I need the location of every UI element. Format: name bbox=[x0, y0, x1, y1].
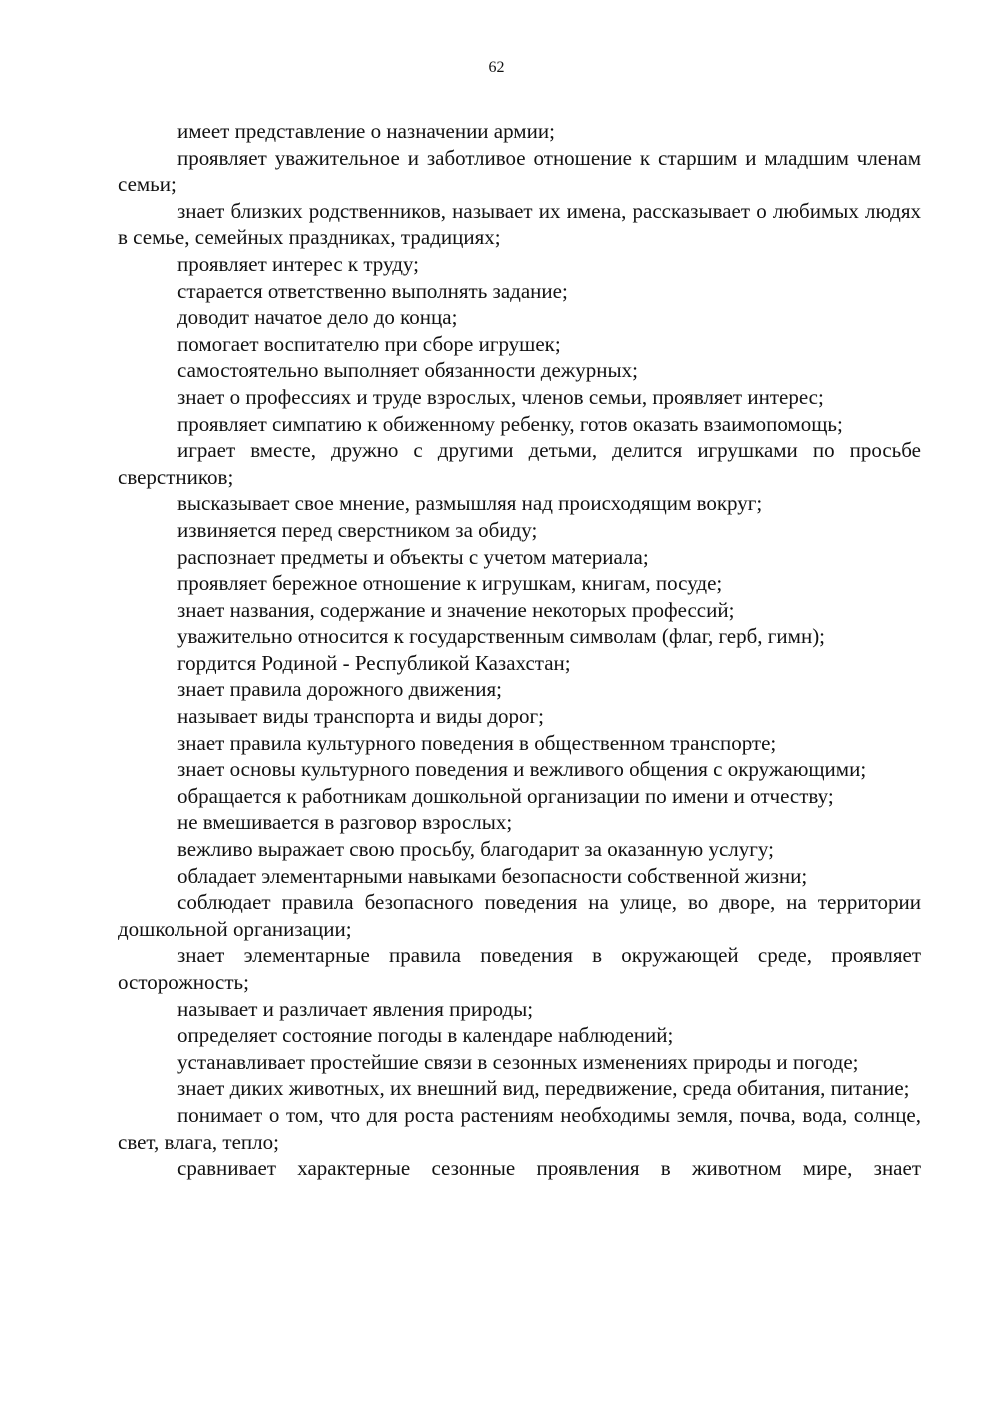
paragraph: извиняется перед сверстником за обиду; bbox=[177, 517, 538, 542]
paragraph: имеет представление о назначении армии; bbox=[177, 119, 555, 143]
paragraph: не вмешивается в разговор взрослых; bbox=[177, 810, 513, 835]
paragraph: сравнивает характерные сезонные проявления в животном мире, знает bbox=[177, 1156, 921, 1181]
paragraph: помогает воспитателю при сборе игрушек; bbox=[177, 331, 561, 356]
paragraph: понимает о том, что для роста растениям необходимы земля, почва, вода, солнце, свет, влага, тепло; bbox=[118, 1102, 921, 1154]
paragraph: вежливо выражает свою просьбу, благодарит за оказанную услугу; bbox=[177, 837, 774, 862]
paragraph: распознает предметы и объекты с учетом материала; bbox=[177, 544, 649, 569]
paragraph: знает близких родственников, называет их имена, рассказывает о любимых людях в семье, семейных праздниках, традициях; bbox=[118, 198, 921, 250]
paragraph: старается ответственно выполнять задание; bbox=[177, 278, 568, 303]
paragraph: знает элементарные правила поведения в окружающей среде, проявляет осторожность; bbox=[118, 943, 921, 994]
paragraph: устанавливает простейшие связи в сезонных изменениях природы и погоде; bbox=[177, 1049, 859, 1074]
paragraph: проявляет интерес к труду; bbox=[177, 251, 419, 276]
paragraph: уважительно относится к государственным символам (флаг, герб, гимн); bbox=[177, 624, 826, 649]
paragraph: называет и различает явления природы; bbox=[177, 996, 534, 1021]
paragraph: знает основы культурного поведения и вежливого общения с окружающими; bbox=[177, 757, 867, 782]
paragraph: знает диких животных, их внешний вид, передвижение, среда обитания, питание; bbox=[177, 1076, 910, 1101]
paragraph: доводит начатое дело до конца; bbox=[177, 305, 458, 330]
page-number: 62 bbox=[488, 59, 505, 76]
paragraph: обращается к работникам дошкольной организации по имени и отчеству; bbox=[177, 783, 834, 808]
paragraph: знает правила дорожного движения; bbox=[177, 677, 502, 702]
paragraph: самостоятельно выполняет обязанности дежурных; bbox=[177, 358, 638, 383]
paragraph: определяет состояние погоды в календаре наблюдений; bbox=[177, 1023, 674, 1048]
paragraph: гордится Родиной - Республикой Казахстан; bbox=[177, 650, 571, 675]
paragraph: проявляет симпатию к обиженному ребенку, готов оказать взаимопомощь; bbox=[177, 411, 843, 436]
paragraph: проявляет уважительное и заботливое отношение к старшим и младшим членам семьи; bbox=[118, 145, 921, 197]
paragraph: знает названия, содержание и значение некоторых профессий; bbox=[177, 597, 735, 622]
paragraph: обладает элементарными навыками безопасности собственной жизни; bbox=[177, 863, 808, 888]
paragraph: называет виды транспорта и виды дорог; bbox=[177, 704, 544, 729]
paragraph: играет вместе, дружно с другими детьми, делится игрушками по просьбе сверстников; bbox=[118, 438, 921, 489]
paragraph: знает правила культурного поведения в общественном транспорте; bbox=[177, 730, 777, 755]
body-text bbox=[118, 118, 921, 1182]
paragraph: высказывает свое мнение, размышляя над происходящим вокруг; bbox=[177, 491, 763, 516]
paragraph: проявляет бережное отношение к игрушкам, книгам, посуде; bbox=[177, 571, 723, 596]
paragraph: соблюдает правила безопасного поведения на улице, во дворе, на территории дошкольной организации; bbox=[118, 890, 921, 941]
paragraph: знает о профессиях и труде взрослых, членов семьи, проявляет интерес; bbox=[177, 384, 824, 409]
